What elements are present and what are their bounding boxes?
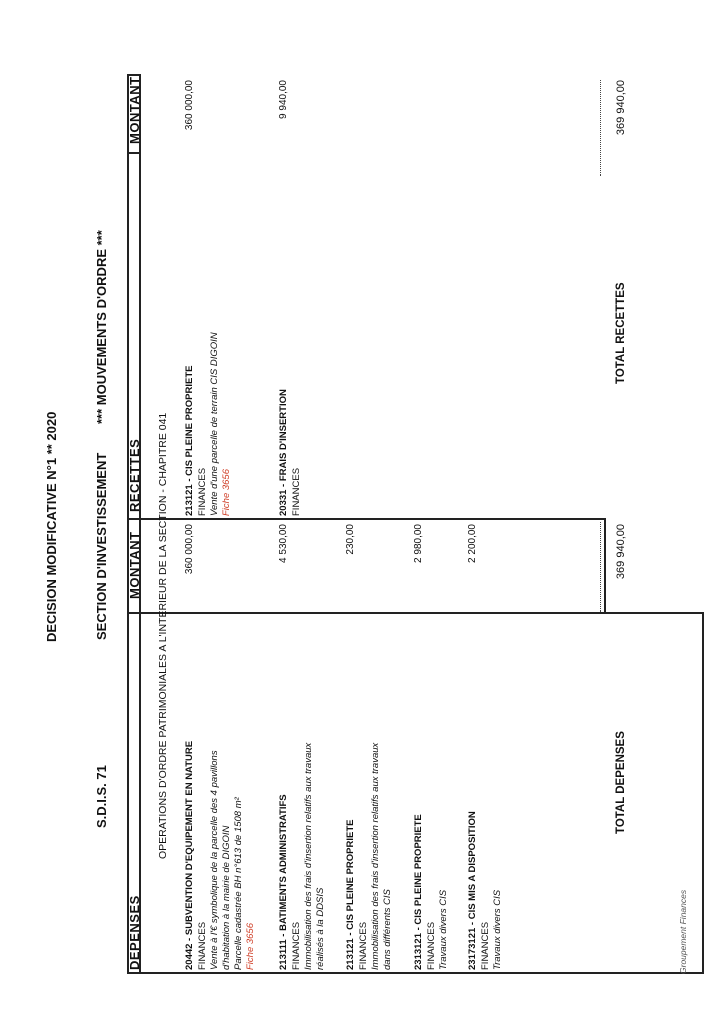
recette-amount: 9 940,00: [278, 80, 289, 119]
column-header-montant-right: MONTANT: [127, 76, 142, 144]
movement-title: *** MOUVEMENTS D'ORDRE ***: [94, 230, 109, 424]
column-header-montant-left: MONTANT: [127, 531, 142, 599]
recette-fiche: Fiche 3656: [221, 468, 232, 516]
depense-service: FINANCES: [197, 921, 208, 970]
depense-line: d'habitation à la mairie de DIGOIN: [221, 825, 232, 970]
recette-service: FINANCES: [197, 467, 208, 516]
depense-fiche: Fiche 3656: [245, 922, 256, 970]
depense-line: dans différents CIS: [382, 889, 393, 970]
organization-name: S.D.I.S. 71: [94, 765, 109, 828]
header-bottom-border: [139, 74, 141, 974]
depense-total-rule: [600, 522, 601, 612]
section-title: SECTION D'INVESTISSEMENT: [94, 452, 109, 640]
total-recettes-label: TOTAL RECETTES: [615, 282, 627, 384]
table-top-border: [127, 74, 129, 974]
depense-line: Parcelle cadastrée BH n°613 de 1508 m²: [233, 797, 244, 970]
depense-amount: 2 980,00: [413, 524, 424, 563]
total-recettes-amount: 369 940,00: [615, 80, 627, 136]
depense-service: FINANCES: [358, 921, 369, 970]
depense-line: réalisés à la DDSIS: [315, 887, 326, 970]
recette-service: FINANCES: [291, 467, 302, 516]
table-left-border: [127, 973, 703, 975]
recette-amount: 360 000,00: [184, 80, 195, 131]
depense-line: Immobilisation des frais d'insertion relatifs aux travaux: [370, 742, 381, 970]
depense-line: Travaux divers CIS: [438, 889, 449, 970]
depense-code: 2313121 - CIS PLEINE PROPRIETE: [413, 814, 424, 970]
depense-service: FINANCES: [291, 921, 302, 970]
recette-code: 213121 - CIS PLEINE PROPRIETE: [184, 365, 195, 516]
depense-amount: 2 200,00: [467, 524, 478, 563]
center-bottom-border: [604, 518, 606, 614]
depense-line: Vente à l'€ symbolique de la parcelle des 4 pavillons: [209, 750, 220, 970]
depense-service: FINANCES: [426, 921, 437, 970]
total-depenses-amount: 369 940,00: [615, 524, 627, 580]
depense-code: 23173121 - CIS MIS A DISPOSITION: [467, 811, 478, 970]
depense-code: 213111 - BATIMENTS ADMINISTRATIFS: [278, 794, 289, 970]
column-header-recettes: RECETTES: [127, 438, 142, 512]
recette-total-rule: [600, 80, 601, 176]
depense-amount: 230,00: [345, 524, 356, 555]
document-title: DECISION MODIFICATIVE N°1 ** 2020: [44, 411, 59, 642]
center-divider: [127, 519, 605, 521]
depense-amount: 4 530,00: [278, 524, 289, 563]
amount-right-divider: [127, 153, 141, 155]
depense-service: FINANCES: [480, 921, 491, 970]
total-depenses-label: TOTAL DEPENSES: [615, 731, 627, 834]
amount-left-divider: [127, 613, 703, 615]
depense-code: 213121 - CIS PLEINE PROPRIETE: [345, 819, 356, 970]
depense-amount: 360 000,00: [184, 524, 195, 575]
depense-code: 20442 - SUBVENTION D'EQUIPEMENT EN NATURE: [184, 740, 195, 970]
depense-line: Immobilisation des frais d'insertion relatifs aux travaux: [303, 742, 314, 970]
recette-line: Vente d'une parcelle de terrain CIS DIGOIN: [209, 332, 220, 516]
recette-code: 20331 - FRAIS D'INSERTION: [278, 389, 289, 516]
footer-note: Groupement Finances: [678, 889, 688, 974]
table-bottom-border: [702, 612, 704, 974]
operations-title: OPERATIONS D'ORDRE PATRIMONIALES A L'INTERIEUR DE LA SECTION - CHAPITRE 041: [157, 412, 169, 859]
column-header-depenses: DEPENSES: [127, 895, 142, 970]
depense-line: Travaux divers CIS: [492, 889, 503, 970]
